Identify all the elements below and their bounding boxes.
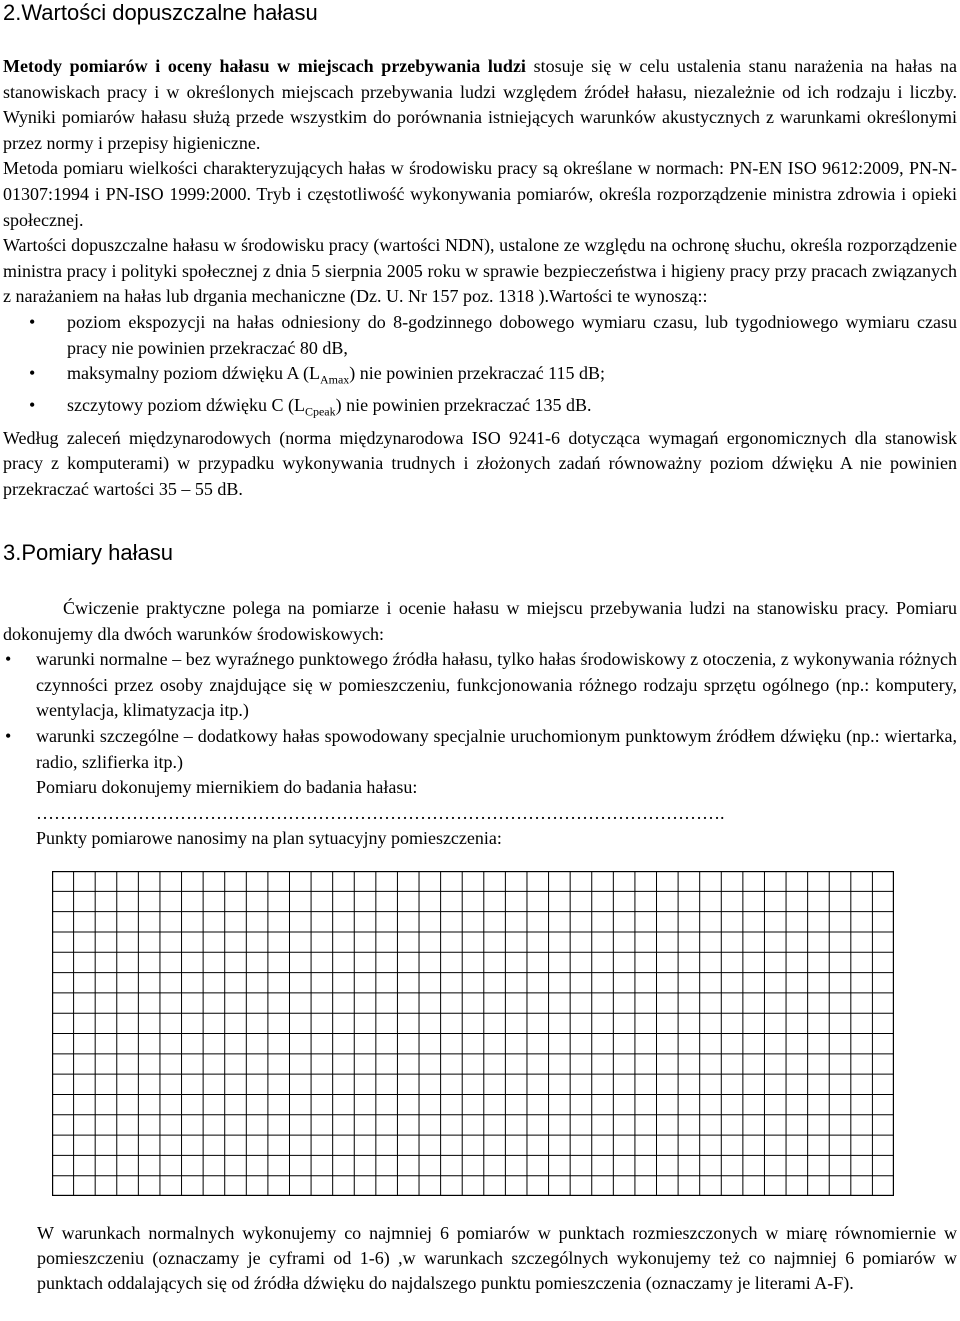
bullet-text-post: ) nie powinien przekraczać 115 dB;: [349, 363, 606, 384]
section-3-paragraph-1: Ćwiczenie praktyczne polega na pomiarze i ocenie hałasu w miejscu przebywania ludzi na stanowisku pracy. Pomiaru dokonujemy dla dwóch warunków środowiskowych:: [3, 598, 957, 644]
bullet-text: warunki normalne – bez wyraźnego punktowego źródła hałasu, tylko hałas środowiskowy z otoczenia, z wykonywania różnych czynności przez osoby znajdujące się w pomieszczeniu, funkcjonowania różnego rodzaju sprzętu ogólnego (np.: komputery, wentylacja, klimatyzacja itp.): [36, 649, 957, 721]
bullet-text: warunki szczególne – dodatkowy hałas spowodowany specjalnie uruchomionym punktowym źródłem dźwięku (np.: wiertarka, radio, szlifierka itp.): [36, 725, 957, 772]
conditions-list: [3, 647, 957, 775]
plan-caption: Punkty pomiarowe nanosimy na plan sytuacyjny pomieszczenia:: [36, 828, 502, 849]
subscript: Amax: [319, 372, 350, 387]
section-2-paragraph-1: [3, 54, 957, 156]
list-item: [3, 393, 957, 425]
section-2-paragraph-3: Wartości dopuszczalne hałasu w środowisku pracy (wartości NDN), ustalone ze względu na ochronę słuchu, określa rozporządzenie ministra pracy i polityki społecznej z dnia 5 sierpnia 2005 roku w sprawie bezpieczeństwa i higieny pracy przy pracach związanych z narażaniem na hałas lub drgania mechaniczne (Dz. U. Nr 157 poz. 1318 ).Wartości te wynoszą::: [3, 235, 957, 307]
closing-paragraph: W warunkach normalnych wykonujemy co najmniej 6 pomiarów w punktach rozmieszczonych w miarę równomiernie w pomieszczeniu (oznaczamy je cyframi od 1-6) ,w warunkach szczególnych wykonujemy też co najmniej 6 pomiarów w punktach oddalających się od źródła dźwięku do najdalszego punktu pomieszczenia (oznaczamy je literami A-F).: [37, 1223, 957, 1294]
meter-line: Pomiaru dokonujemy miernikiem do badania hałasu:: [36, 777, 418, 798]
bullet-icon: •: [29, 395, 36, 416]
section-2-body: [3, 54, 957, 502]
section-2-heading: 2.Wartości dopuszczalne hałasu: [3, 0, 318, 25]
list-item: [3, 647, 957, 724]
room-plan-grid: [52, 871, 894, 1196]
section-2-paragraph-2: Metoda pomiaru wielkości charakteryzujących hałas w środowisku pracy są określane w normach: PN-EN ISO 9612:2009, PN-N-01307:1994 i PN-ISO 1999:2000. Tryb i częstotliwość wykonywania pomiarów, określa rozporządzenie ministra zdrowia i opieki społecznej.: [3, 158, 957, 230]
list-item: [3, 310, 957, 361]
dotted-fill-line: …………………………………………………………………………………………………….: [36, 802, 725, 823]
section-2-paragraph-4: Według zaleceń międzynarodowych (norma międzynarodowa ISO 9241-6 dotycząca wymagań ergonomicznych dla stanowisk pracy z komputerami) w przypadku wykonywania trudnych i złożonych zadań równoważny poziom dźwięku A nie powinien przekraczać wartości 35 – 55 dB.: [3, 427, 957, 499]
bullet-icon: •: [5, 725, 12, 746]
section-3-body: [3, 596, 957, 852]
bullet-icon: •: [5, 649, 12, 670]
bullet-text-post: ) nie powinien przekraczać 135 dB.: [335, 395, 592, 416]
bullet-text-pre: szczytowy poziom dźwięku C (L: [67, 395, 305, 416]
section-3-heading: 3.Pomiary hałasu: [3, 540, 173, 565]
subscript: Cpeak: [304, 404, 336, 419]
bullet-icon: •: [29, 311, 36, 332]
bullet-text-pre: maksymalny poziom dźwięku A (L: [67, 363, 320, 384]
list-item: [3, 724, 957, 775]
limit-values-list: [3, 310, 957, 426]
bullet-icon: •: [29, 363, 36, 384]
methods-bold-phrase: Metody pomiarów i oceny hałasu w miejscach przebywania ludzi: [3, 56, 526, 76]
list-item: [3, 361, 957, 393]
paragraph-1-rest: stosuje się w celu ustalenia stanu narażenia na hałas na stanowiskach pracy i w określonych miejscach przebywania ludzi względem źródeł hałasu, niezależnie od ich rodzaju i liczby. Wyniki pomiarów hałasu służą przede wszystkim do porównania istniejących warunków akustycznych z warunkami określonymi przez normy i przepisy higieniczne.: [3, 56, 958, 153]
bullet-text: poziom ekspozycji na hałas odniesiony do 8-godzinnego dobowego wymiaru czasu, lub tygodniowego wymiaru czasu pracy nie powinien przekraczać 80 dB,: [67, 311, 957, 358]
